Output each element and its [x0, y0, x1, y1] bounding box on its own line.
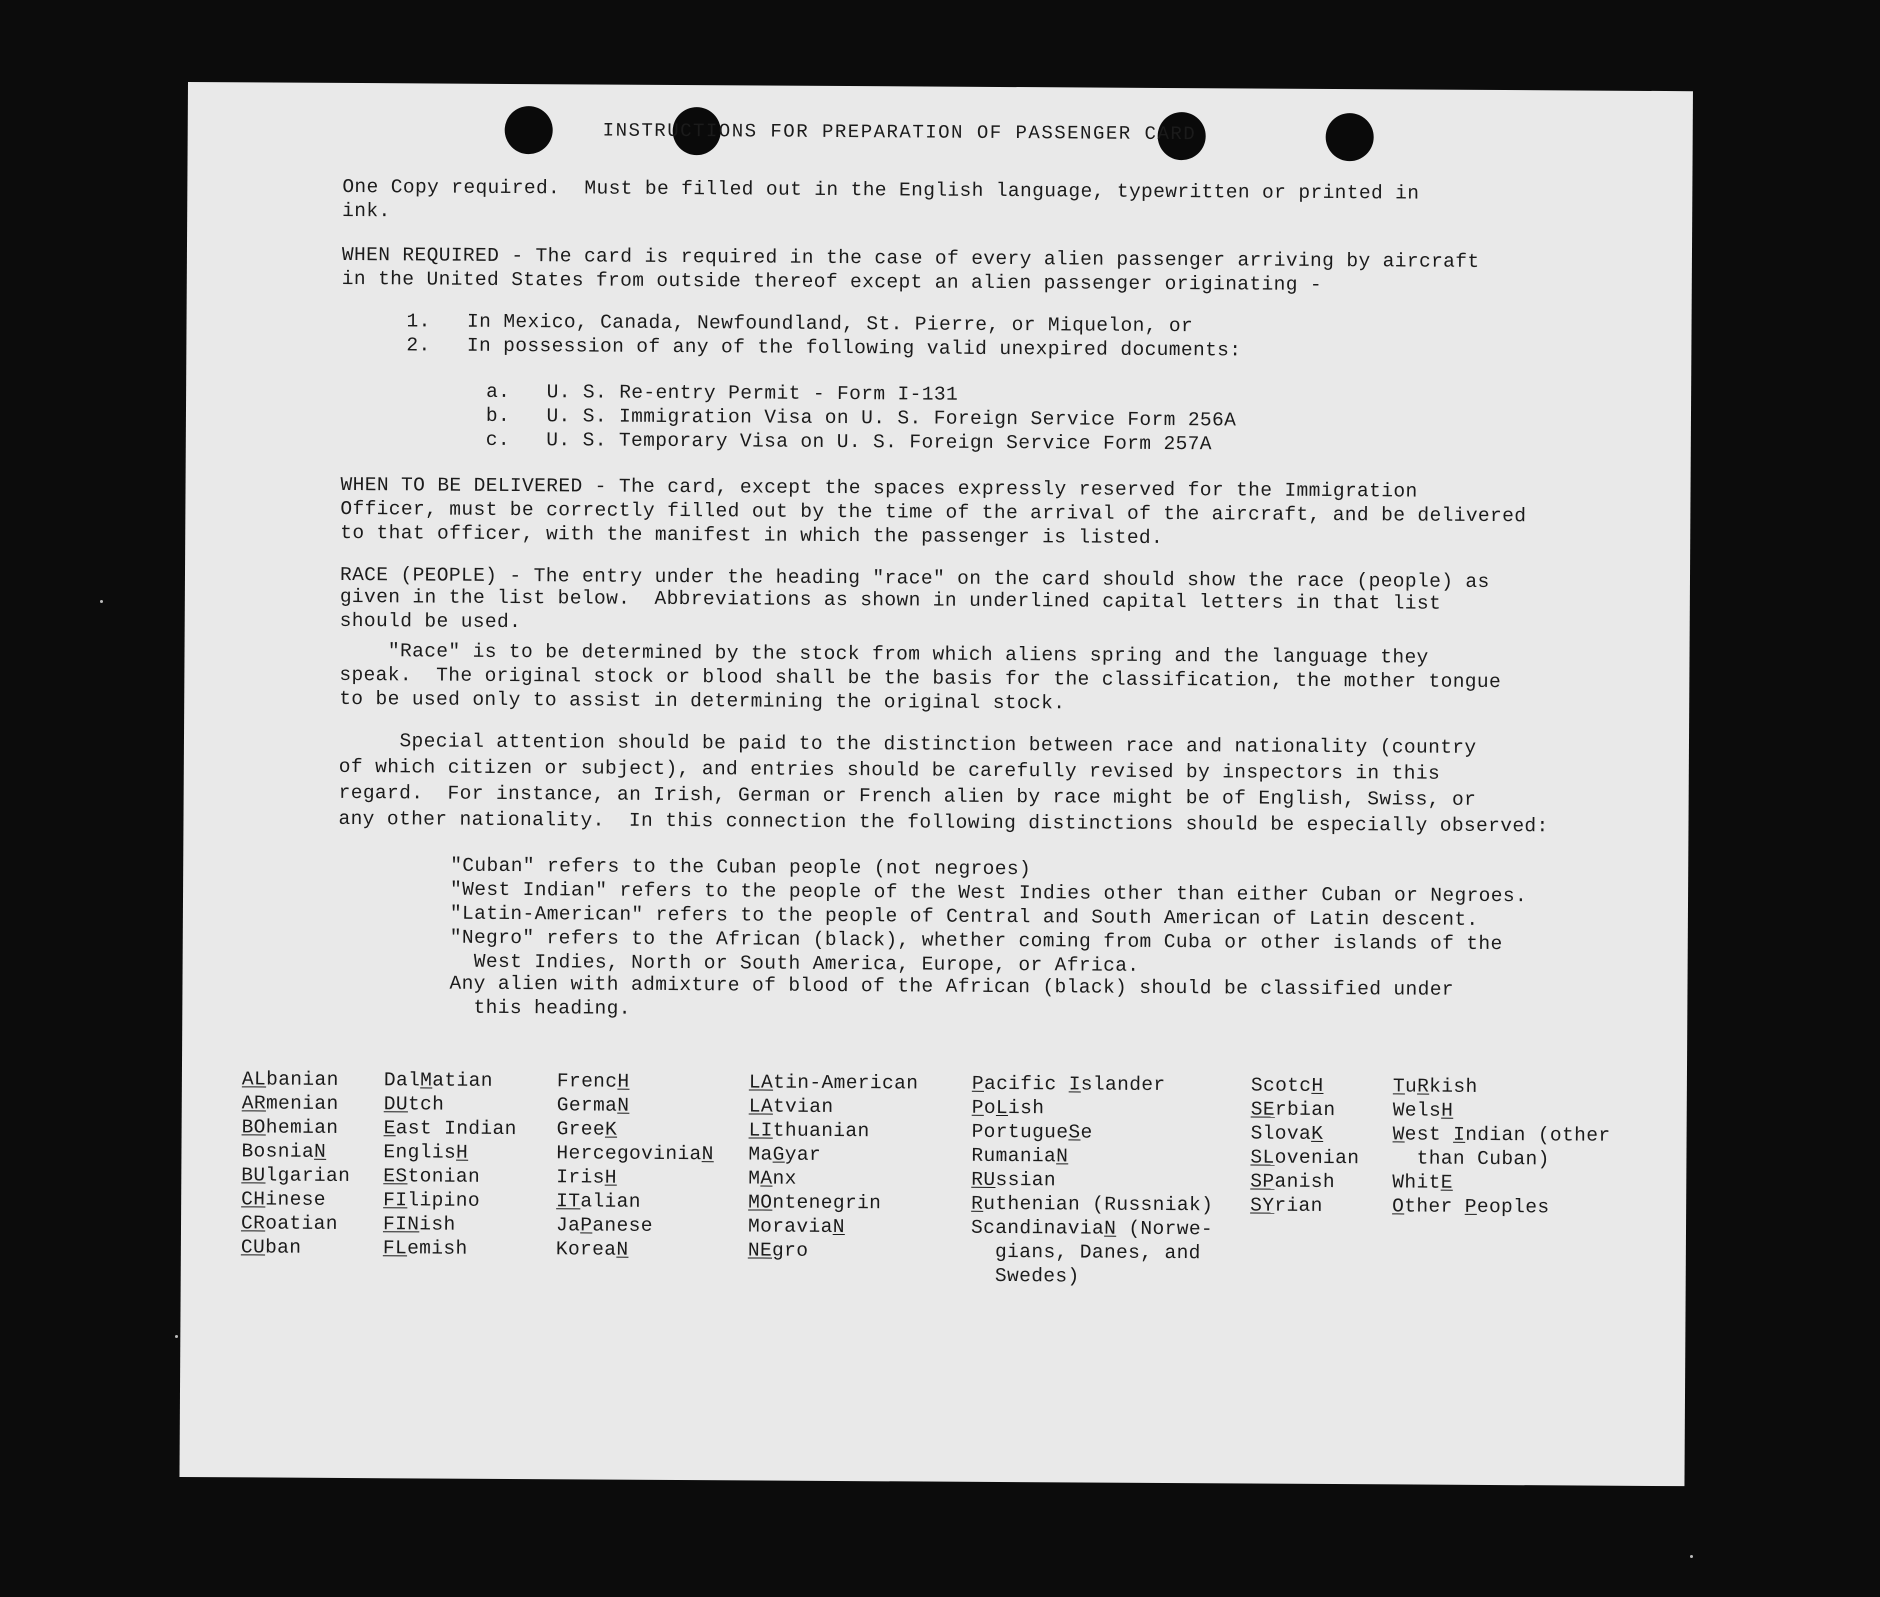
race-entry — [556, 1189, 713, 1214]
race-abbreviation: N — [832, 1215, 845, 1239]
race-abbreviation: AR — [241, 1092, 267, 1115]
race-abbreviation: G — [772, 1143, 785, 1166]
race-abbreviation: H — [604, 1166, 617, 1189]
race-abbreviation: SE — [1250, 1098, 1276, 1121]
race-abbreviation: N — [616, 1238, 629, 1261]
race-entry — [749, 1118, 919, 1143]
intro-line-2: ink. — [342, 199, 391, 223]
race-entry — [748, 1238, 918, 1263]
race-entry — [557, 1069, 714, 1094]
race-entry — [748, 1214, 918, 1239]
race-text: Bosnia — [241, 1140, 315, 1163]
when-required-line-1: WHEN REQUIRED - The card is required in the case of every alien passenger arriving by aircraft — [341, 243, 1480, 273]
race-abbreviation: H — [1441, 1099, 1454, 1122]
race-abbreviation: LA — [748, 1071, 774, 1094]
race-entry — [1251, 1122, 1360, 1147]
race-entry — [241, 1211, 350, 1236]
race-text: ntenegrin — [772, 1191, 882, 1215]
race-entry — [1392, 1170, 1610, 1195]
race-text: Dal — [383, 1069, 421, 1092]
race-entry — [556, 1237, 713, 1262]
race-abbreviation: M — [420, 1069, 433, 1092]
race-text: ssian — [995, 1168, 1057, 1192]
race-abbreviation: CU — [240, 1236, 266, 1259]
race-text: tin-American — [773, 1071, 919, 1095]
distinction-latin-american: "Latin-American" refers to the people of Central and South American of Latin descent. — [449, 902, 1479, 931]
race-text: kish — [1429, 1075, 1478, 1098]
race-entry — [971, 1240, 1213, 1265]
race-abbreviation: N — [314, 1140, 327, 1163]
race-text: anese — [592, 1214, 653, 1237]
race-entry — [557, 1093, 714, 1118]
race-abbreviation: SY — [1250, 1194, 1275, 1217]
race-text: tch — [407, 1093, 445, 1116]
race-text: Scandinavia — [970, 1216, 1105, 1240]
race-abbreviation: I — [1453, 1123, 1466, 1146]
distinction-west-indian: "West Indian" refers to the people of the West Indies other than either Cuban or Negroes. — [450, 878, 1528, 908]
race-abbreviation: ES — [383, 1165, 408, 1188]
race-entry — [383, 1140, 516, 1165]
document-page — [179, 82, 1692, 1486]
race-abbreviation: FI — [383, 1189, 408, 1212]
distinction-cuban: "Cuban" refers to the Cuban people (not negroes) — [450, 854, 1032, 881]
race-entry — [972, 1120, 1214, 1145]
race-entry — [383, 1236, 516, 1261]
race-entry — [971, 1264, 1213, 1289]
special-line-2: of which citizen or subject), and entries should be carefully revised by inspectors in this — [338, 755, 1441, 785]
race-abbreviation: LI — [748, 1119, 773, 1142]
race-entry — [241, 1235, 350, 1260]
race-abbreviation: N — [617, 1094, 630, 1117]
race-p2-line-3: to be used only to assist in determining the original stock. — [339, 687, 1066, 715]
race-text: menian — [265, 1092, 339, 1115]
race-entry — [383, 1164, 516, 1189]
race-text: Rumania — [971, 1144, 1057, 1168]
race-column-5 — [971, 1072, 1214, 1289]
distinction-negro-1: "Negro" refers to the African (black), whether coming from Cuba or other islands of the — [449, 926, 1503, 956]
origin-item-1: 1. In Mexico, Canada, Newfoundland, St. Pierre, or Miquelon, or — [406, 310, 1194, 338]
race-abbreviation: I — [1068, 1073, 1081, 1096]
race-entry — [241, 1187, 350, 1212]
race-abbreviation: FL — [382, 1237, 408, 1260]
race-entry — [1250, 1170, 1359, 1195]
when-required-line-2: in the United States from outside thereof except an alien passenger originating - — [341, 267, 1323, 296]
race-entry — [971, 1192, 1213, 1217]
race-abbreviation: CH — [241, 1188, 266, 1211]
race-text: rian — [1274, 1194, 1323, 1217]
race-text: slander — [1080, 1073, 1166, 1096]
race-entry — [556, 1165, 713, 1190]
race-entry — [972, 1096, 1214, 1121]
race-entry — [1392, 1194, 1610, 1219]
race-text: Ma — [748, 1143, 773, 1166]
race-abbreviation: P — [1464, 1195, 1477, 1218]
race-text: Gree — [556, 1118, 606, 1141]
film-speck — [175, 1335, 178, 1338]
race-entry — [384, 1092, 517, 1117]
race-text: Scotc — [1250, 1074, 1312, 1097]
race-p2-line-2: speak. The original stock or blood shall be the basis for the classification, the mother tongue — [339, 663, 1502, 694]
race-entry — [749, 1070, 919, 1095]
race-entry — [971, 1216, 1213, 1241]
race-text: thuanian — [772, 1119, 870, 1143]
race-line-2: given in the list below. Abbreviations as shown in underlined capital letters in that list — [339, 585, 1442, 615]
race-entry — [384, 1068, 517, 1093]
race-entry — [557, 1117, 714, 1142]
race-text: tonian — [407, 1165, 481, 1188]
race-text: ban — [265, 1236, 302, 1259]
race-abbreviation: P — [971, 1096, 984, 1119]
race-text: ish — [419, 1213, 456, 1236]
race-entry — [1251, 1098, 1360, 1123]
race-text: hemian — [265, 1116, 339, 1139]
race-column-1 — [241, 1067, 351, 1260]
race-text: gro — [772, 1239, 809, 1262]
race-text: Wels — [1392, 1099, 1442, 1122]
race-text: ast Indian — [395, 1117, 517, 1141]
race-abbreviation: T — [1392, 1075, 1406, 1098]
race-text: Whit — [1392, 1171, 1441, 1194]
race-entry — [241, 1139, 350, 1164]
race-entry — [242, 1091, 351, 1116]
race-abbreviation: W — [1392, 1123, 1405, 1146]
race-column-4 — [748, 1070, 919, 1263]
race-abbreviation: SP — [1250, 1170, 1275, 1193]
race-text: tvian — [772, 1095, 834, 1118]
race-entry — [972, 1072, 1214, 1097]
distinction-negro-2: West Indies, North or South America, Europe, or Africa. — [449, 950, 1140, 977]
race-text: Portugue — [971, 1120, 1069, 1144]
race-column-7 — [1392, 1074, 1611, 1219]
race-abbreviation: P — [971, 1072, 985, 1095]
race-text: than Cuban) — [1392, 1147, 1550, 1171]
page-title: INSTRUCTIONS FOR PREPARATION OF PASSENGER CARD — [602, 119, 1197, 146]
race-abbreviation: E — [383, 1117, 396, 1140]
race-abbreviation: E — [1440, 1171, 1453, 1194]
race-text: lipino — [407, 1189, 481, 1212]
race-abbreviation: L — [995, 1096, 1009, 1120]
race-entry — [1393, 1074, 1611, 1099]
race-abbreviation: A — [760, 1167, 773, 1190]
race-line-3: should be used. — [339, 609, 522, 634]
race-entry — [383, 1188, 516, 1213]
race-abbreviation: BO — [241, 1116, 266, 1139]
race-entry — [556, 1141, 713, 1166]
race-abbreviation: O — [1392, 1195, 1405, 1218]
race-text: M — [748, 1167, 761, 1190]
race-abbreviation: CR — [240, 1212, 266, 1235]
race-entry — [1392, 1146, 1610, 1171]
when-delivered-line-1: WHEN TO BE DELIVERED - The card, except the spaces expressly reserved for the Immigration — [340, 473, 1418, 503]
race-abbreviation: N — [1104, 1217, 1117, 1240]
race-entry — [242, 1067, 351, 1092]
race-text: Iris — [556, 1166, 605, 1189]
race-abbreviation: NE — [747, 1239, 773, 1262]
race-abbreviation: DU — [383, 1093, 409, 1116]
race-entry — [1251, 1074, 1360, 1099]
document-text — [179, 82, 1692, 1486]
race-abbreviation: AL — [241, 1068, 267, 1091]
race-abbreviation: SL — [1250, 1146, 1275, 1169]
race-entry — [384, 1116, 517, 1141]
race-entry — [748, 1142, 918, 1167]
race-text: e — [1080, 1121, 1093, 1144]
film-speck — [1690, 1555, 1693, 1558]
race-text: Swedes) — [970, 1264, 1080, 1288]
race-column-6 — [1250, 1074, 1360, 1219]
race-abbreviation: MO — [748, 1191, 773, 1214]
race-text: alian — [580, 1190, 641, 1213]
race-text: Englis — [383, 1141, 457, 1164]
race-text: emish — [407, 1237, 468, 1260]
race-column-3 — [556, 1069, 715, 1262]
race-text: ndian (other — [1465, 1123, 1611, 1147]
race-entry — [748, 1190, 918, 1215]
race-entry — [1393, 1098, 1611, 1123]
race-text: o — [983, 1096, 997, 1119]
distinction-admixture-2: this heading. — [449, 996, 631, 1020]
race-text: nx — [772, 1167, 797, 1190]
race-abbreviation: R — [971, 1192, 984, 1215]
race-text: banian — [266, 1068, 339, 1091]
when-delivered-line-2: Officer, must be correctly filled out by the time of the arrival of the aircraft, and be delivered — [340, 497, 1527, 528]
race-entry — [971, 1168, 1213, 1193]
race-entry — [241, 1163, 350, 1188]
origin-item-2: 2. In possession of any of the following valid unexpired documents: — [406, 334, 1242, 362]
race-abbreviation: H — [617, 1070, 630, 1093]
race-text: eoples — [1476, 1195, 1550, 1219]
race-entry — [556, 1213, 713, 1238]
document-item-a: a. U. S. Re-entry Permit - Form I-131 — [486, 380, 959, 406]
race-abbreviation: K — [604, 1118, 618, 1141]
race-abbreviation: RU — [971, 1168, 996, 1191]
special-line-4: any other nationality. In this connection the following distinctions should be especially observed: — [338, 807, 1549, 838]
race-entry — [749, 1094, 919, 1119]
race-text: Germa — [556, 1094, 618, 1117]
race-abbreviation: P — [580, 1214, 593, 1237]
race-entry — [971, 1144, 1213, 1169]
race-line-1: RACE (PEOPLE) - The entry under the heading "race" on the card should show the race (people) as — [339, 563, 1490, 593]
race-abbreviation: H — [1311, 1074, 1324, 1097]
race-text: rbian — [1274, 1098, 1336, 1122]
race-text: Slova — [1250, 1122, 1312, 1145]
race-text: Frenc — [556, 1070, 618, 1093]
race-abbreviation: N — [701, 1143, 714, 1166]
race-text: est — [1404, 1123, 1454, 1146]
race-text: gians, Danes, and — [970, 1240, 1201, 1265]
race-entry — [1250, 1194, 1359, 1219]
race-text: u — [1404, 1075, 1418, 1098]
race-column-2 — [383, 1068, 517, 1261]
when-delivered-line-3: to that officer, with the manifest in which the passenger is listed. — [340, 521, 1164, 549]
race-entry — [383, 1212, 516, 1237]
race-abbreviation: S — [1068, 1121, 1081, 1144]
race-text: uthenian (Russniak) — [983, 1192, 1214, 1217]
race-entry — [1393, 1122, 1611, 1147]
race-text: lgarian — [265, 1164, 351, 1188]
race-abbreviation: H — [456, 1141, 469, 1164]
document-item-c: c. U. S. Temporary Visa on U. S. Foreign Service Form 257A — [485, 428, 1212, 456]
race-text: inese — [265, 1188, 326, 1211]
race-text: acific — [983, 1072, 1069, 1096]
race-text: (Norwe- — [1116, 1217, 1214, 1241]
race-text: ovenian — [1274, 1146, 1360, 1170]
race-text: Hercegovinia — [556, 1142, 702, 1166]
race-text: yar — [784, 1143, 822, 1166]
race-text: Ja — [555, 1214, 581, 1237]
film-speck — [100, 600, 103, 603]
document-item-b: b. U. S. Immigration Visa on U. S. Foreign Service Form 256A — [485, 404, 1237, 432]
race-abbreviation: BU — [241, 1164, 266, 1187]
race-abbreviation: N — [1056, 1145, 1069, 1168]
race-entry — [1250, 1146, 1359, 1171]
special-line-3: regard. For instance, an Irish, German or French alien by race might be of English, Swiss, or — [338, 781, 1477, 811]
race-abbreviation: IT — [556, 1190, 581, 1213]
distinction-admixture-1: Any alien with admixture of blood of the African (black) should be classified under — [449, 972, 1455, 1001]
intro-line-1: One Copy required. Must be filled out in the English language, typewritten or printed in — [342, 175, 1420, 205]
race-abbreviation: LA — [748, 1095, 774, 1118]
race-text: Korea — [555, 1238, 617, 1261]
race-entry — [242, 1115, 351, 1140]
race-abbreviation: K — [1311, 1122, 1324, 1145]
race-text: ther — [1404, 1195, 1465, 1218]
race-text: oatian — [265, 1212, 338, 1235]
race-text: ish — [1008, 1097, 1045, 1120]
race-abbreviation: FIN — [382, 1213, 420, 1236]
race-p2-line-1: "Race" is to be determined by the stock from which aliens spring and the language they — [339, 639, 1429, 669]
race-abbreviation: R — [1417, 1075, 1430, 1098]
race-text: atian — [432, 1069, 493, 1092]
special-line-1: Special attention should be paid to the distinction between race and nationality (country — [338, 729, 1477, 759]
race-text: anish — [1274, 1170, 1336, 1194]
race-entry — [748, 1166, 918, 1191]
race-text: Moravia — [747, 1215, 833, 1238]
